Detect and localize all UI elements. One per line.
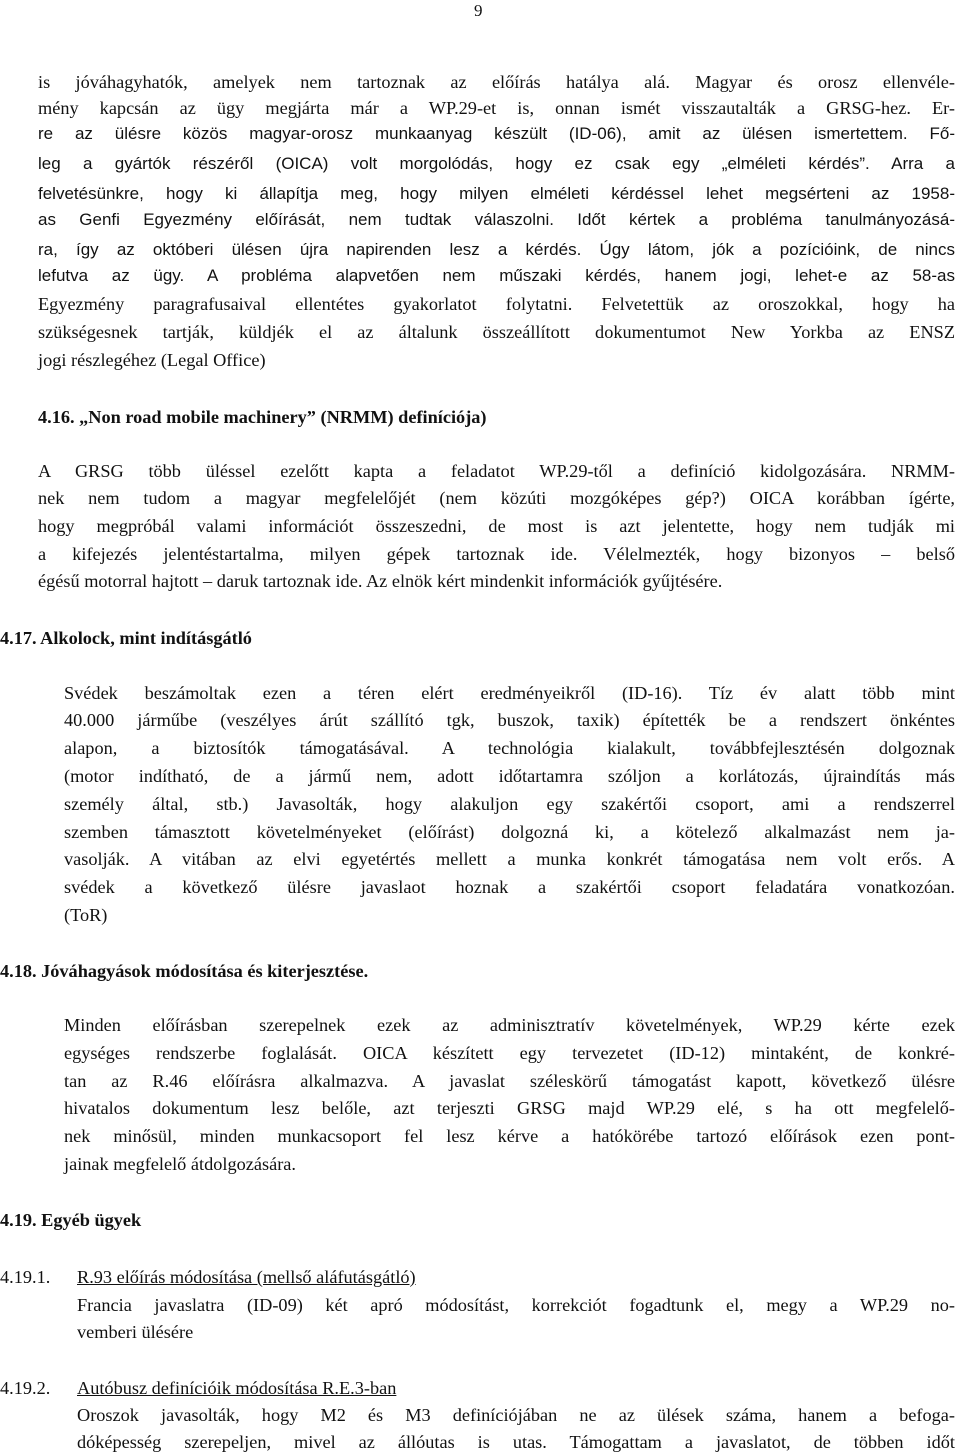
text-line: égésű motorral hajtott – daruk tartoznak ide. Az elnök kért mindenkit információk gyűjtésére. <box>38 571 723 591</box>
text-line: a kifejezés jelentéstartalma, milyen gépek tartoznak ide. Vélelmezték, hogy bizonyos – belső <box>38 544 955 564</box>
text-line: felvetésünkre, hogy ki állapítja meg, hogy milyen elméleti kérdéssel lehet megsérteni az 1958- <box>38 184 955 203</box>
text-line: A GRSG több üléssel ezelőtt kapta a feladatot WP.29-től a definíció kidolgozására. NRMM- <box>38 461 955 481</box>
text-line: 40.000 járműbe (veszélyes árút szállító tgk, buszok, taxik) építették be a rendszert önkéntes <box>64 710 955 730</box>
text-line: Francia javaslatra (ID-09) két apró módosítást, korrekciót fogadtunk el, megy a WP.29 no- <box>77 1295 955 1315</box>
text-line: egységes rendszerbe foglalását. OICA készített egy tervezetet (ID-12) mintaként, de konkré- <box>64 1043 955 1063</box>
text-line: szükségesnek tartják, küldjék el az általunk összeállított dokumentumot New Yorkba az ENSZ <box>38 322 955 342</box>
text-line: (ToR) <box>64 905 108 925</box>
text-line: leg a gyártók részéről (OICA) volt morgolódás, hogy ez csak egy „elméleti kérdés”. Arra a <box>38 154 955 173</box>
text-line: jogi részlegéhez (Legal Office) <box>38 350 266 370</box>
section-heading-4-16: 4.16. „Non road mobile machinery” (NRMM) definíciója) <box>38 407 487 427</box>
text-line: nek minősül, minden munkacsoport fel lesz kérve a hatókörébe tartozó előírások ezen pont- <box>64 1126 955 1146</box>
text-line: mény kapcsán az ügy megjárta már a WP.29-et is, onnan ismét visszautalták a GRSG-hez. Er- <box>38 98 955 118</box>
text-line: is jóváhagyhatók, amelyek nem tartoznak az előírás hatálya alá. Magyar és orosz ellenvéle- <box>38 72 955 92</box>
text-line: tan az R.46 előírásra alkalmazva. A javaslat széleskörű támogatást kapott, következő ülésre <box>64 1071 955 1091</box>
text-line: (motor indítható, de a jármű nem, adott időtartamra szóljon a korlátozás, újraindítás más <box>64 766 955 786</box>
text-line: Minden előírásban szerepelnek ezek az adminisztratív követelmények, WP.29 kérte ezek <box>64 1015 955 1035</box>
text-line: dóképesség szerepeljen, mivel az állóutas is utas. Támogattam a javaslatot, de többen időt <box>77 1432 955 1452</box>
text-line: jainak megfelelő átdolgozására. <box>64 1154 296 1174</box>
text-line: Svédek beszámoltak ezen a téren elért eredményeikről (ID-16). Tíz év alatt több mint <box>64 683 955 703</box>
text-line: ra, így az októberi ülésen újra napirenden lesz a kérdés. Úgy látom, jók a pozícióink, de nincs <box>38 240 955 259</box>
text-line: hogy megpróbál valami információt összeszedni, de most is azt jelentette, hogy nem tudják mi <box>38 516 955 536</box>
text-line: vasolják. A vitában az elvi egyetértés mellett a munka konkrét támogatása nem volt erős. A <box>64 849 955 869</box>
text-line: hivatalos dokumentum lesz belőle, azt terjeszti GRSG majd WP.29 elé, s ha ott megfelelő- <box>64 1098 955 1118</box>
text-line: nek nem tudom a magyar megfelelőjét (nem közúti mozgóképes gép?) OICA korábban ígérte, <box>38 488 955 508</box>
subsection-number: 4.19.1. <box>0 1267 51 1287</box>
subsection-title: R.93 előírás módosítása (mellső aláfutásgátló) <box>77 1267 416 1287</box>
text-line: személy által, stb.) Javasolták, hogy alakuljon egy szakértői csoport, ami a rendszerrel <box>64 794 955 814</box>
text-line: svédek a következő ülésre javaslaot hoznak a szakértői csoport feladatára vonatkozóan. <box>64 877 955 897</box>
text-line: szemben támasztott követelményeket (előírást) dolgozná ki, a kötelező alkalmazást nem ja- <box>64 822 955 842</box>
page-number: 9 <box>474 1 483 20</box>
text-line: as Genfi Egyezmény előírását, nem tudtak válaszolni. Időt kértek a probléma tanulmányozásá- <box>38 210 955 229</box>
section-heading-4-17: 4.17. Alkolock, mint indításgátló <box>0 628 252 648</box>
text-line: re az ülésre közös magyar-orosz munkaanyag készült (ID-06), amit az ülésen ismertettem. Fő- <box>38 124 955 143</box>
text-line: Egyezmény paragrafusaival ellentétes gyakorlatot folytatni. Felvetettük az oroszokkal, hogy ha <box>38 294 955 314</box>
text-line: Oroszok javasolták, hogy M2 és M3 definíciójában ne az ülések száma, hanem a befoga- <box>77 1405 955 1425</box>
subsection-title: Autóbusz definícióik módosítása R.E.3-ban <box>77 1378 397 1398</box>
section-heading-4-19: 4.19. Egyéb ügyek <box>0 1210 142 1230</box>
text-line: alapon, a biztosítók támogatásával. A technológia kialakult, továbbfejlesztésén dolgoznak <box>64 738 955 758</box>
text-line: lefutva az ügy. A probléma alapvetően nem műszaki kérdés, hanem jogi, lehet-e az 58-as <box>38 266 955 285</box>
section-heading-4-18: 4.18. Jóváhagyások módosítása és kiterjesztése. <box>0 961 369 981</box>
text-line: vemberi ülésére <box>77 1322 194 1342</box>
subsection-number: 4.19.2. <box>0 1378 51 1398</box>
